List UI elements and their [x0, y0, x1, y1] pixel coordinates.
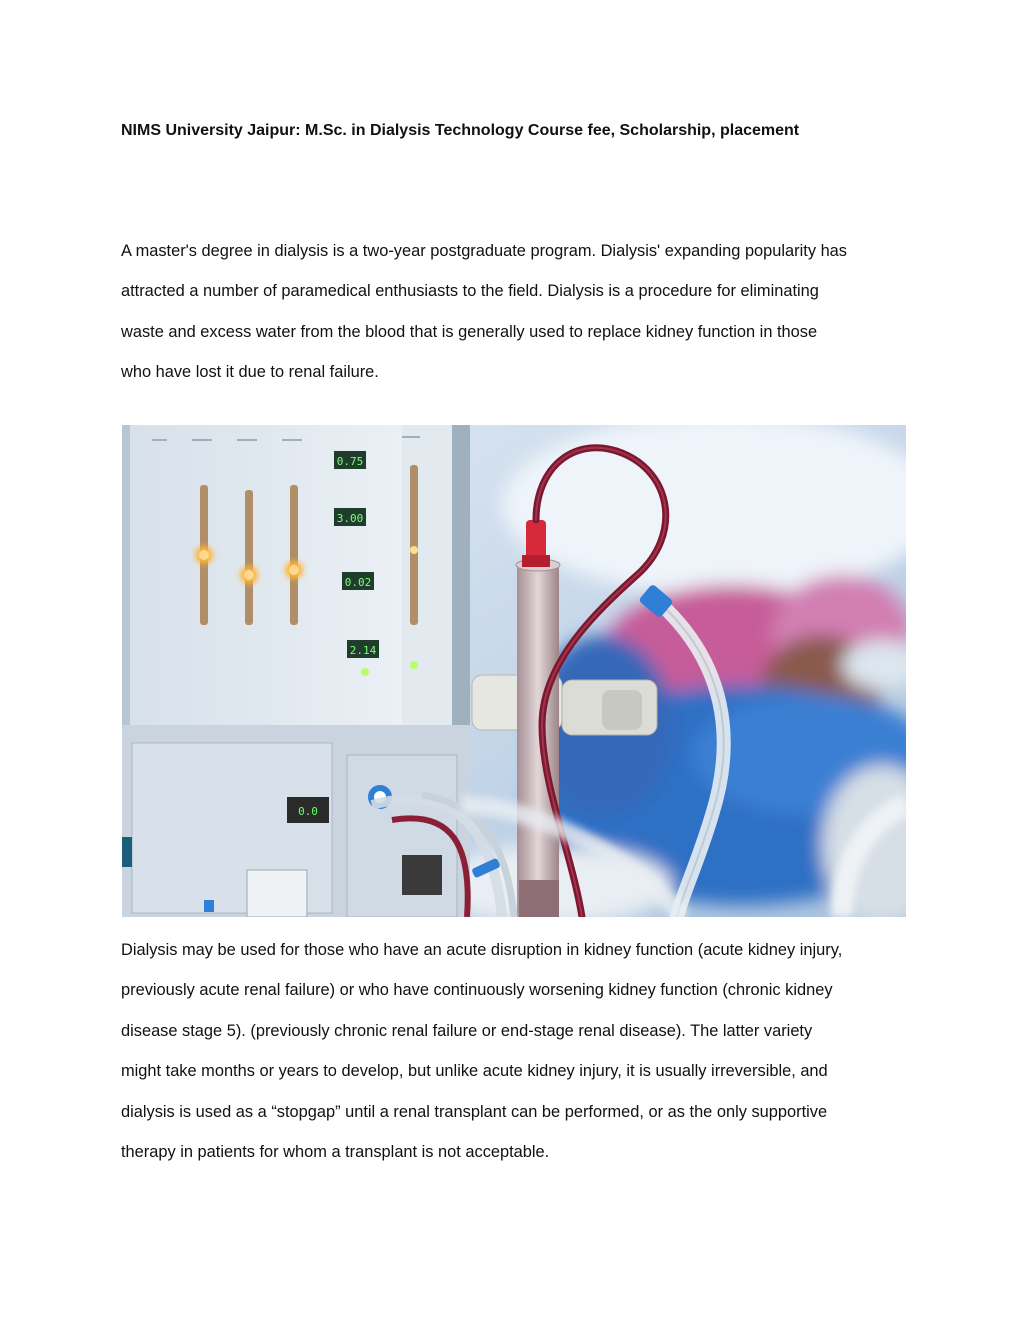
paragraph-line: might take months or years to develop, but unlike acute kidney injury, it is usually irreversible, and [121, 1062, 828, 1081]
document-title: NIMS University Jaipur: M.Sc. in Dialysis Technology Course fee, Scholarship, placement [121, 122, 800, 139]
paragraph-line: waste and excess water from the blood that is generally used to replace kidney function in those [121, 322, 818, 341]
paragraph-line: attracted a number of paramedical enthusiasts to the field. Dialysis is a procedure for eliminating [121, 282, 819, 301]
paragraph-line: disease stage 5). (previously chronic renal failure or end-stage renal disease). The latter variety [121, 1021, 813, 1040]
paragraph-line: A master's degree in dialysis is a two-year postgraduate program. Dialysis' expanding popularity has [121, 242, 847, 260]
paragraph-line: who have lost it due to renal failure. [121, 363, 379, 382]
intro-paragraph [121, 231, 911, 393]
paragraph-line: therapy in patients for whom a transplant is not acceptable. [121, 1143, 550, 1162]
display-readout: 2.14 [349, 644, 377, 657]
paragraph-line: previously acute renal failure) or who have continuously worsening kidney function (chronic kidney [121, 981, 833, 1000]
body-paragraph [121, 930, 911, 1172]
display-readout: 0.0 [298, 805, 318, 818]
display-readout: 0.75 [336, 455, 364, 468]
paragraph-line: dialysis is used as a “stopgap” until a renal transplant can be performed, or as the only supportive [121, 1102, 828, 1121]
display-readout: 0.02 [344, 576, 372, 589]
paragraph-line: Dialysis may be used for those who have an acute disruption in kidney function (acute kidney injury, [121, 941, 843, 959]
display-readout: 3.00 [336, 512, 364, 525]
dialysis-machine-photo [122, 425, 906, 917]
